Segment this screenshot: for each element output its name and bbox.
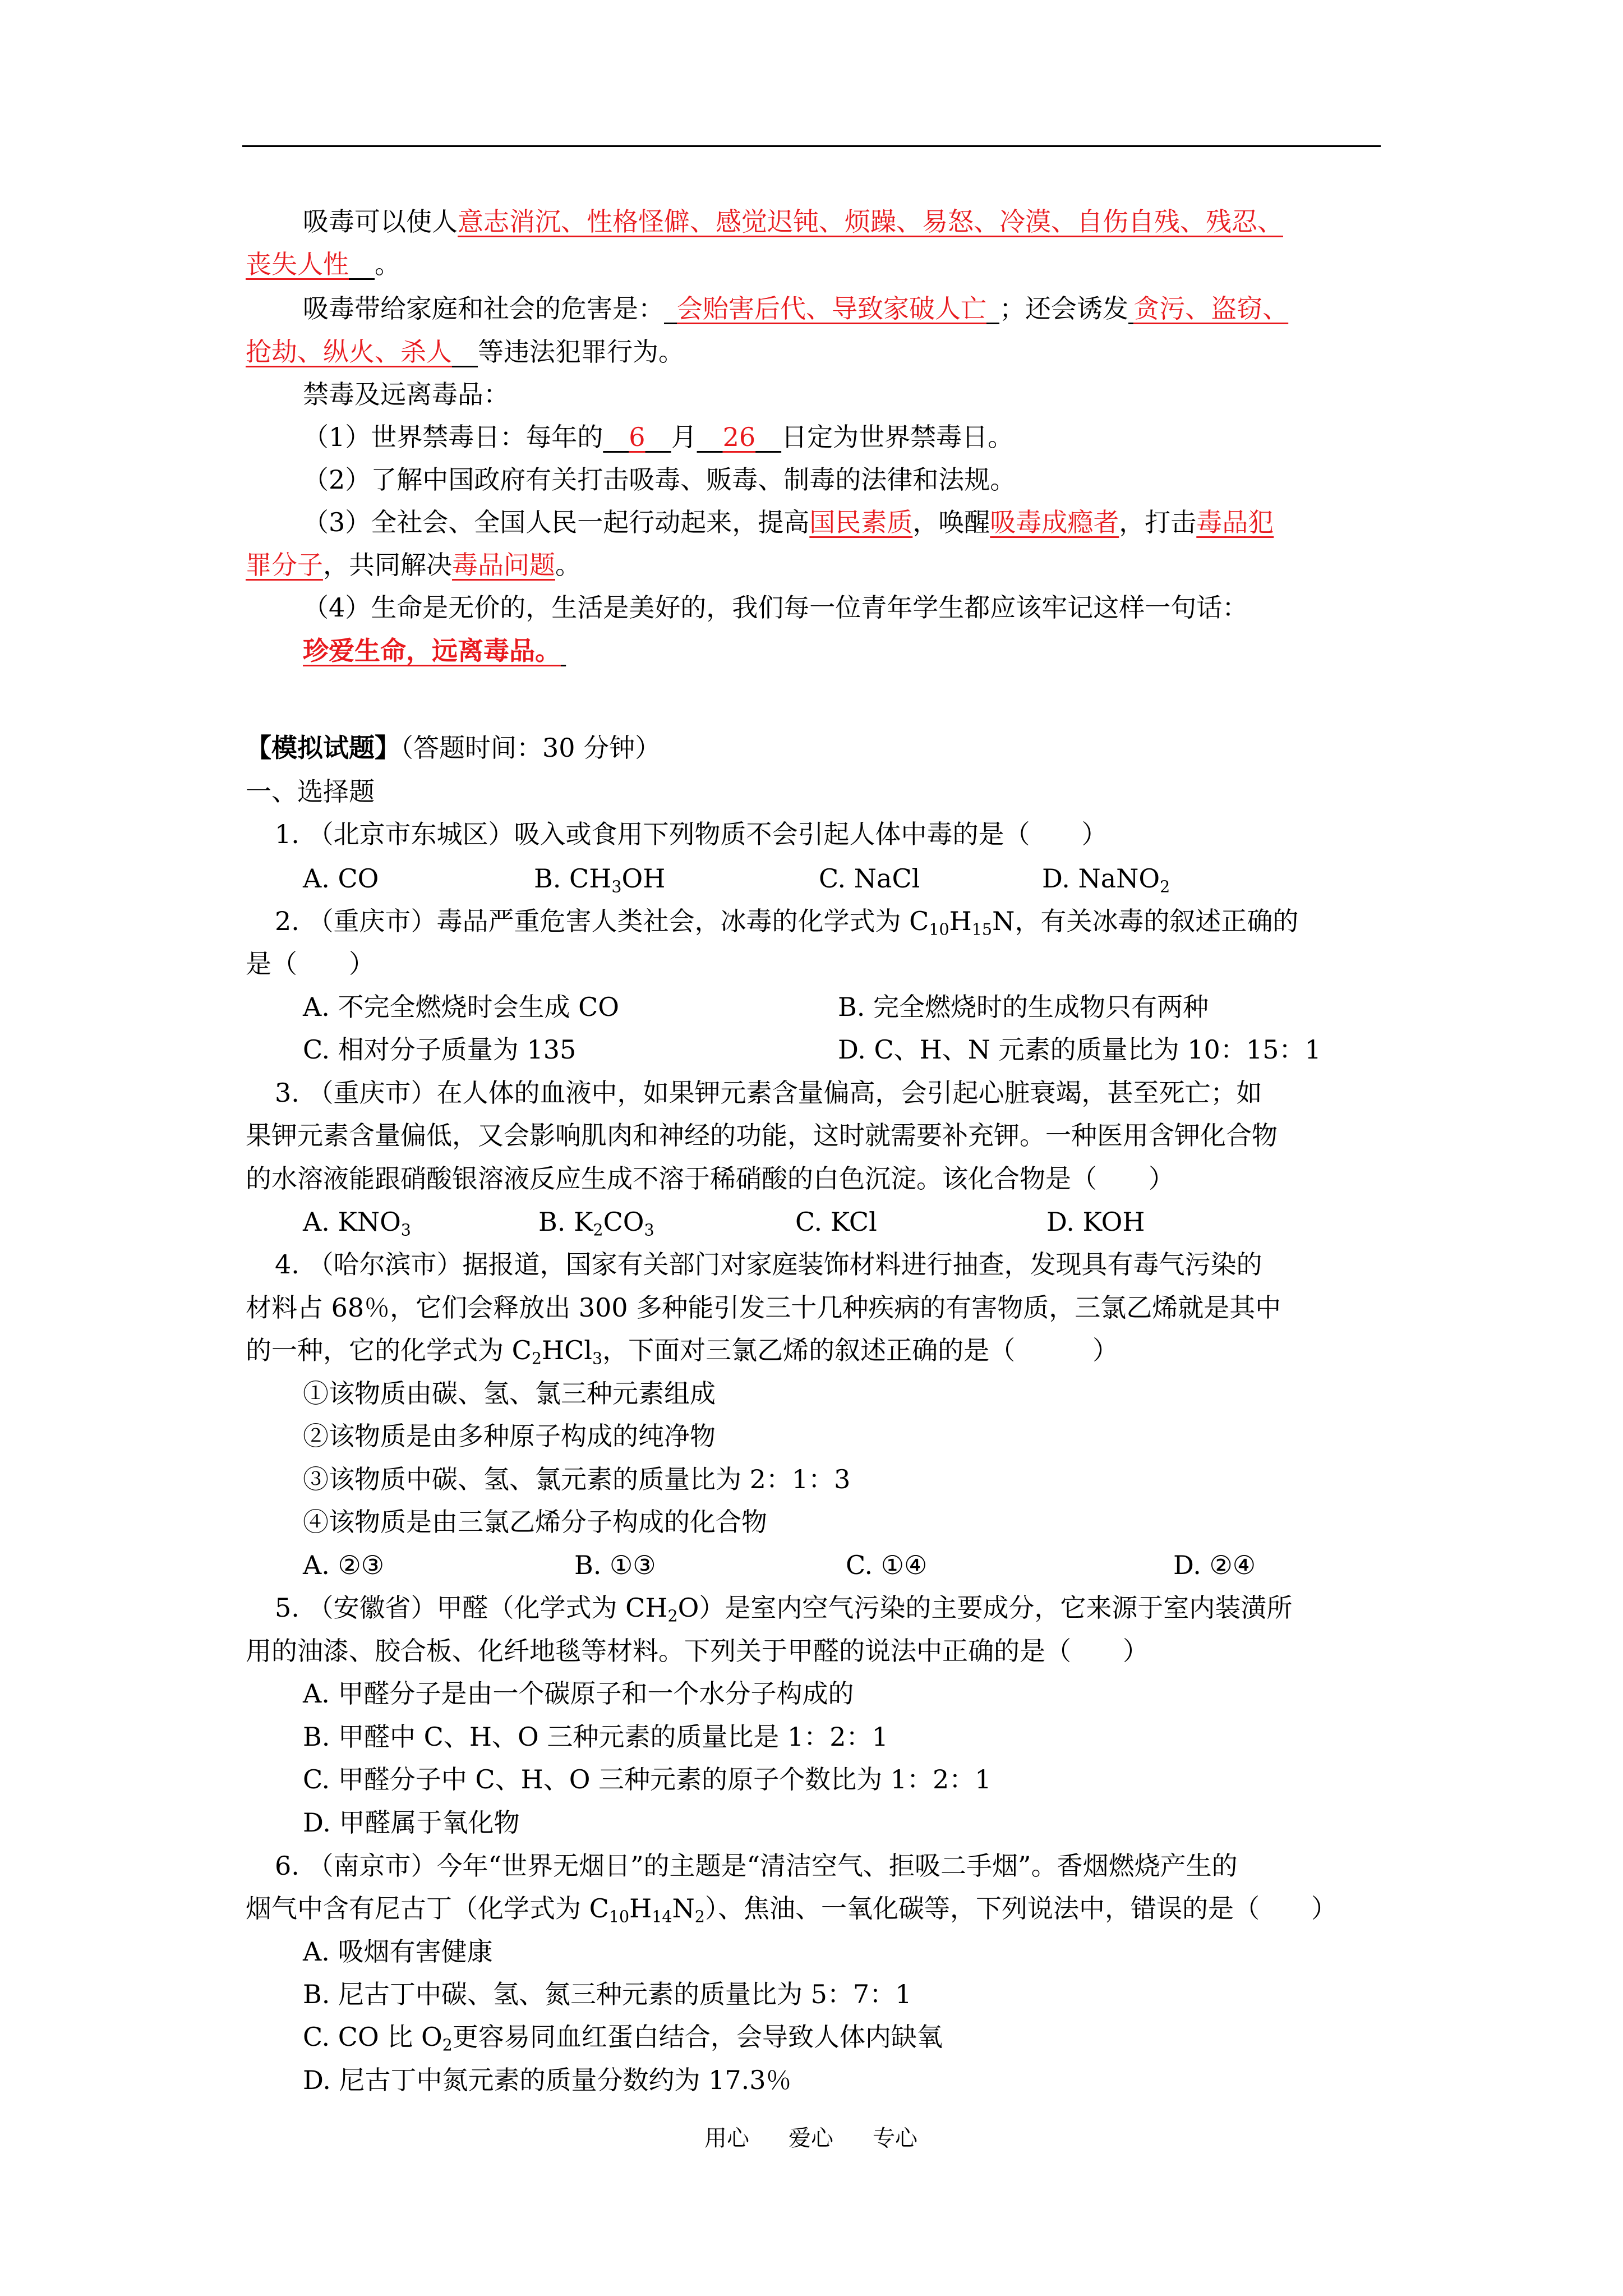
question-4: 4. （哈尔滨市）据报道，国家有关部门对家庭装饰材料进行抽查，发现具有毒气污染的 [275, 1249, 1262, 1280]
answer-criminals-cont: 罪分子 [246, 550, 323, 580]
q6-option-d: D. 尼古丁中氮元素的质量分数约为 17.3％ [303, 2065, 792, 2095]
paragraph-drug-effects: 吸毒可以使人意志消沉、性格怪僻、感觉迟钝、烦躁、易怒、冷漠、自伤自残、残忍、 [303, 206, 1283, 237]
heading-anti-drug: 禁毒及远离毒品： [303, 379, 509, 409]
q4-statement-2: ②该物质是由多种原子构成的纯净物 [303, 1421, 716, 1451]
paragraph-drug-effects-cont: 丧失人性 。 [246, 249, 400, 279]
question-6: 6. （南京市）今年“世界无烟日”的主题是“清洁空气、拒吸二手烟”。香烟燃烧产生的 [275, 1851, 1238, 1881]
q4-statement-3: ③该物质中碳、氢、氯元素的质量比为 2：1：3 [303, 1464, 851, 1494]
answer-addicts: 吸毒成瘾者 [990, 507, 1119, 537]
q5-option-d: D. 甲醛属于氧化物 [303, 1807, 520, 1838]
question-3-line-2: 果钾元素含量偏低，又会影响肌肉和神经的功能，这时就需要补充钾。一种医用含钾化合物 [246, 1120, 1278, 1151]
item-society-action-cont: 罪分子，共同解决毒品问题。 [246, 550, 581, 580]
answer-slogan: 珍爱生命，远离毒品。 [303, 636, 561, 666]
question-3: 3. （重庆市）在人体的血液中，如果钾元素含量偏高，会引起心脏衰竭，甚至死亡；如 [275, 1078, 1262, 1108]
q4-option-c: C. ①④ [846, 1550, 928, 1580]
q3-option-c: C. KCl [795, 1207, 877, 1237]
answer-crimes: 贪污、盗窃、 [1133, 293, 1289, 324]
paragraph-family-harm: 吸毒带给家庭和社会的危害是： 会贻害后代、导致家破人亡 ；还会诱发 贪污、盗窃、 [303, 293, 1289, 324]
q2-option-d: D. C、H、N 元素的质量比为 10：15：1 [838, 1034, 1321, 1065]
question-1: 1. （北京市东城区）吸入或食用下列物质不会引起人体中毒的是（ ） [275, 819, 1108, 849]
q5-option-b: B. 甲醛中 C、H、O 三种元素的质量比是 1：2：1 [303, 1722, 888, 1752]
q4-option-b: B. ①③ [574, 1550, 656, 1580]
q3-option-d: D. KOH [1046, 1207, 1145, 1237]
q1-option-b: B. $CH_3OH$ [534, 863, 666, 896]
item-laws: （2）了解中国政府有关打击吸毒、贩毒、制毒的法律和法规。 [303, 464, 1016, 495]
page-footer: 用心 爱心 专心 [704, 2125, 917, 2151]
q4-statement-4: ④该物质是由三氯乙烯分子构成的化合物 [303, 1507, 767, 1537]
item-society-action: （3）全社会、全国人民一起行动起来，提高国民素质，唤醒吸毒成瘾者，打击毒品犯 [303, 507, 1274, 537]
header-rule [242, 145, 1381, 147]
q4-statement-1: ①该物质由碳、氢、氯三种元素组成 [303, 1378, 716, 1409]
answer-lose-humanity: 丧失人性 [246, 249, 349, 279]
q2-option-c: C. 相对分子质量为 135 [303, 1034, 577, 1065]
q1-option-c: C. NaCl [819, 863, 920, 894]
q3-option-b: B. $K_2CO_3$ [538, 1207, 654, 1240]
q2-option-a: A. 不完全燃烧时会生成 CO [303, 992, 619, 1022]
q1-option-a: A. CO [303, 863, 379, 894]
question-3-line-3: 的水溶液能跟硝酸银溶液反应生成不溶于稀硝酸的白色沉淀。该化合物是（ ） [246, 1163, 1174, 1194]
question-5-line-2: 用的油漆、胶合板、化纤地毯等材料。下列关于甲醛的说法中正确的是（ ） [246, 1636, 1149, 1666]
paragraph-family-harm-cont: 抢劫、纵火、杀人 等违法犯罪行为。 [246, 337, 684, 367]
answer-month: 6 [629, 422, 645, 452]
q5-option-a: A. 甲醛分子是由一个碳原子和一个水分子构成的 [303, 1678, 854, 1709]
question-5: 5. （安徽省）甲醛（化学式为 $CH_2O$）是室内空气污染的主要成分，它来源于室内装潢所 [275, 1593, 1293, 1626]
q6-option-a: A. 吸烟有害健康 [303, 1936, 493, 1967]
q6-option-b: B. 尼古丁中碳、氢、氮三种元素的质量比为 5：7：1 [303, 1979, 912, 2009]
question-2: 2. （重庆市）毒品严重危害人类社会，冰毒的化学式为 $C_{10}H_{15}N$，有关冰毒的叙述正确的 [275, 906, 1299, 939]
item-life-precious: （4）生命是无价的，生活是美好的，我们每一位青年学生都应该牢记这样一句话： [303, 592, 1248, 623]
answer-quality: 国民素质 [809, 507, 913, 537]
answer-family-harm: 会贻害后代、导致家破人亡 [677, 293, 986, 324]
q1-option-d: D. NaNO$_2$ [1042, 863, 1170, 896]
q4-option-d: D. ②④ [1173, 1550, 1256, 1580]
answer-criminals: 毒品犯 [1196, 507, 1274, 537]
answer-day: 26 [722, 422, 756, 452]
item-anti-drug-day: （1）世界禁毒日：每年的 6 月 26 日定为世界禁毒日。 [303, 422, 1014, 452]
question-2-cont: 是（ ） [246, 949, 375, 979]
question-4-line-2: 材料占 68％，它们会释放出 300 多种能引发三十几种疾病的有害物质，三氯乙烯就是其中 [246, 1292, 1281, 1323]
q2-option-b: B. 完全燃烧时的生成物只有两种 [838, 992, 1209, 1022]
section-title: 【模拟试题】（答题时间：30 分钟） [246, 733, 661, 763]
question-6-line-2: 烟气中含有尼古丁（化学式为 $C_{10}H_{14}N_2$）、焦油、一氧化碳等，下列说法中，错误的是（ ） [246, 1893, 1337, 1926]
answer-effects: 意志消沉、性格怪僻、感觉迟钝、烦躁、易怒、冷漠、自伤自残、残忍、 [458, 206, 1283, 237]
part-heading: 一、选择题 [246, 776, 375, 807]
answer-crimes-cont: 抢劫、纵火、杀人 [246, 337, 452, 367]
question-4-line-3: 的一种，它的化学式为 $C_2HCl_3$，下面对三氯乙烯的叙述正确的是（ ） [246, 1335, 1119, 1368]
q5-option-c: C. 甲醛分子中 C、H、O 三种元素的原子个数比为 1：2：1 [303, 1764, 992, 1795]
q6-option-c: C. CO 比 $O_2$更容易同血红蛋白结合，会导致人体内缺氧 [303, 2022, 943, 2055]
q4-option-a: A. ②③ [303, 1550, 384, 1580]
q3-option-a: A. $KNO_3$ [303, 1207, 411, 1240]
answer-drug-problem: 毒品问题 [452, 550, 555, 580]
